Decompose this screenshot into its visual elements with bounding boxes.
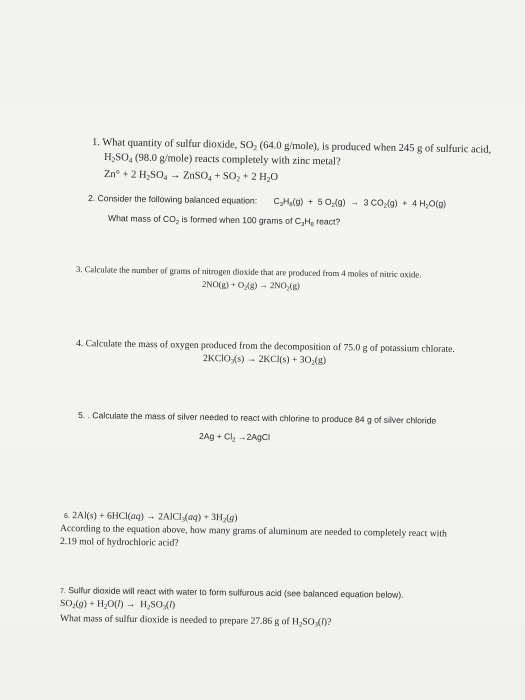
question-6-line-2: 2.19 mol of hydrochloric acid? bbox=[59, 536, 179, 549]
question-4-text: 4. Calculate the mass of oxygen produced from the decomposition of 75.0 g of potassium chlorate. bbox=[75, 338, 455, 355]
question-2-question: What mass of $CO_2$ is formed when 100 grams of $C_3H_8$ react? bbox=[107, 213, 341, 229]
question-5-text: 5. . Calculate the mass of silver needed to react with chlorine to produce 84 g of silver chloride bbox=[77, 410, 437, 426]
question-4-equation: 2KClO$_3$(s) → $2KCl(s) + 3O_2(g)$ bbox=[202, 353, 327, 367]
question-6-equation: 6. 2Al(s) + 6HCl(aq) → 2AlCl$_3$(aq) + $3H_2(g)$ bbox=[63, 510, 238, 525]
question-2-equation: $C_3H_8(g) + 5$ $O_2(g) \to 3$ $CO_2(g) + 4$ $H_2O(g)$ bbox=[273, 195, 447, 211]
question-3-text: 3. Calculate the number of grams of nitrogen dioxide that are produced from 4 moles of nitric oxide. bbox=[75, 264, 422, 280]
question-6-line-1: According to the equation above, how many grams of aluminum are needed to completely react with bbox=[59, 523, 447, 540]
question-7-question: What mass of sulfur dioxide is needed to prepare 27.86 g of $H_2SO_3(l)$? bbox=[59, 613, 332, 629]
question-2-line-1: 2. Consider the following balanced equation: $C_3H_8(g) + 5$ $O_2(g) \to 3$ $CO_2(g) + 4$ $H_2O(g)$ bbox=[87, 193, 447, 211]
question-1-line-2: $H_2SO_4$ (98.0 g/mole) reacts completely with zinc metal? bbox=[103, 152, 341, 168]
question-7-equation: $SO_2(g) + H_2O(l) \to H_2SO_3(l)$ bbox=[59, 598, 176, 612]
question-1-equation: Zn° + 2 $H_2SO_4$ → ZnSO$_4$ + $SO_2 + 2$ $H_2O$ bbox=[103, 169, 279, 184]
question-5-equation: $2Ag + Cl_2$ →2AgCl bbox=[198, 431, 271, 444]
question-1-line-1: 1. What quantity of sulfur dioxide, $SO_2$ (64.0 g/mole), is produced when 245 g of sulfuric acid, bbox=[91, 137, 492, 156]
question-7-text: 7. Sulfur dioxide will react with water to form sulfurous acid (see balanced equation below). bbox=[59, 585, 404, 600]
question-3-equation: $2NO(g) + O_2(g) \to 2NO_2(g)$ bbox=[201, 279, 300, 293]
